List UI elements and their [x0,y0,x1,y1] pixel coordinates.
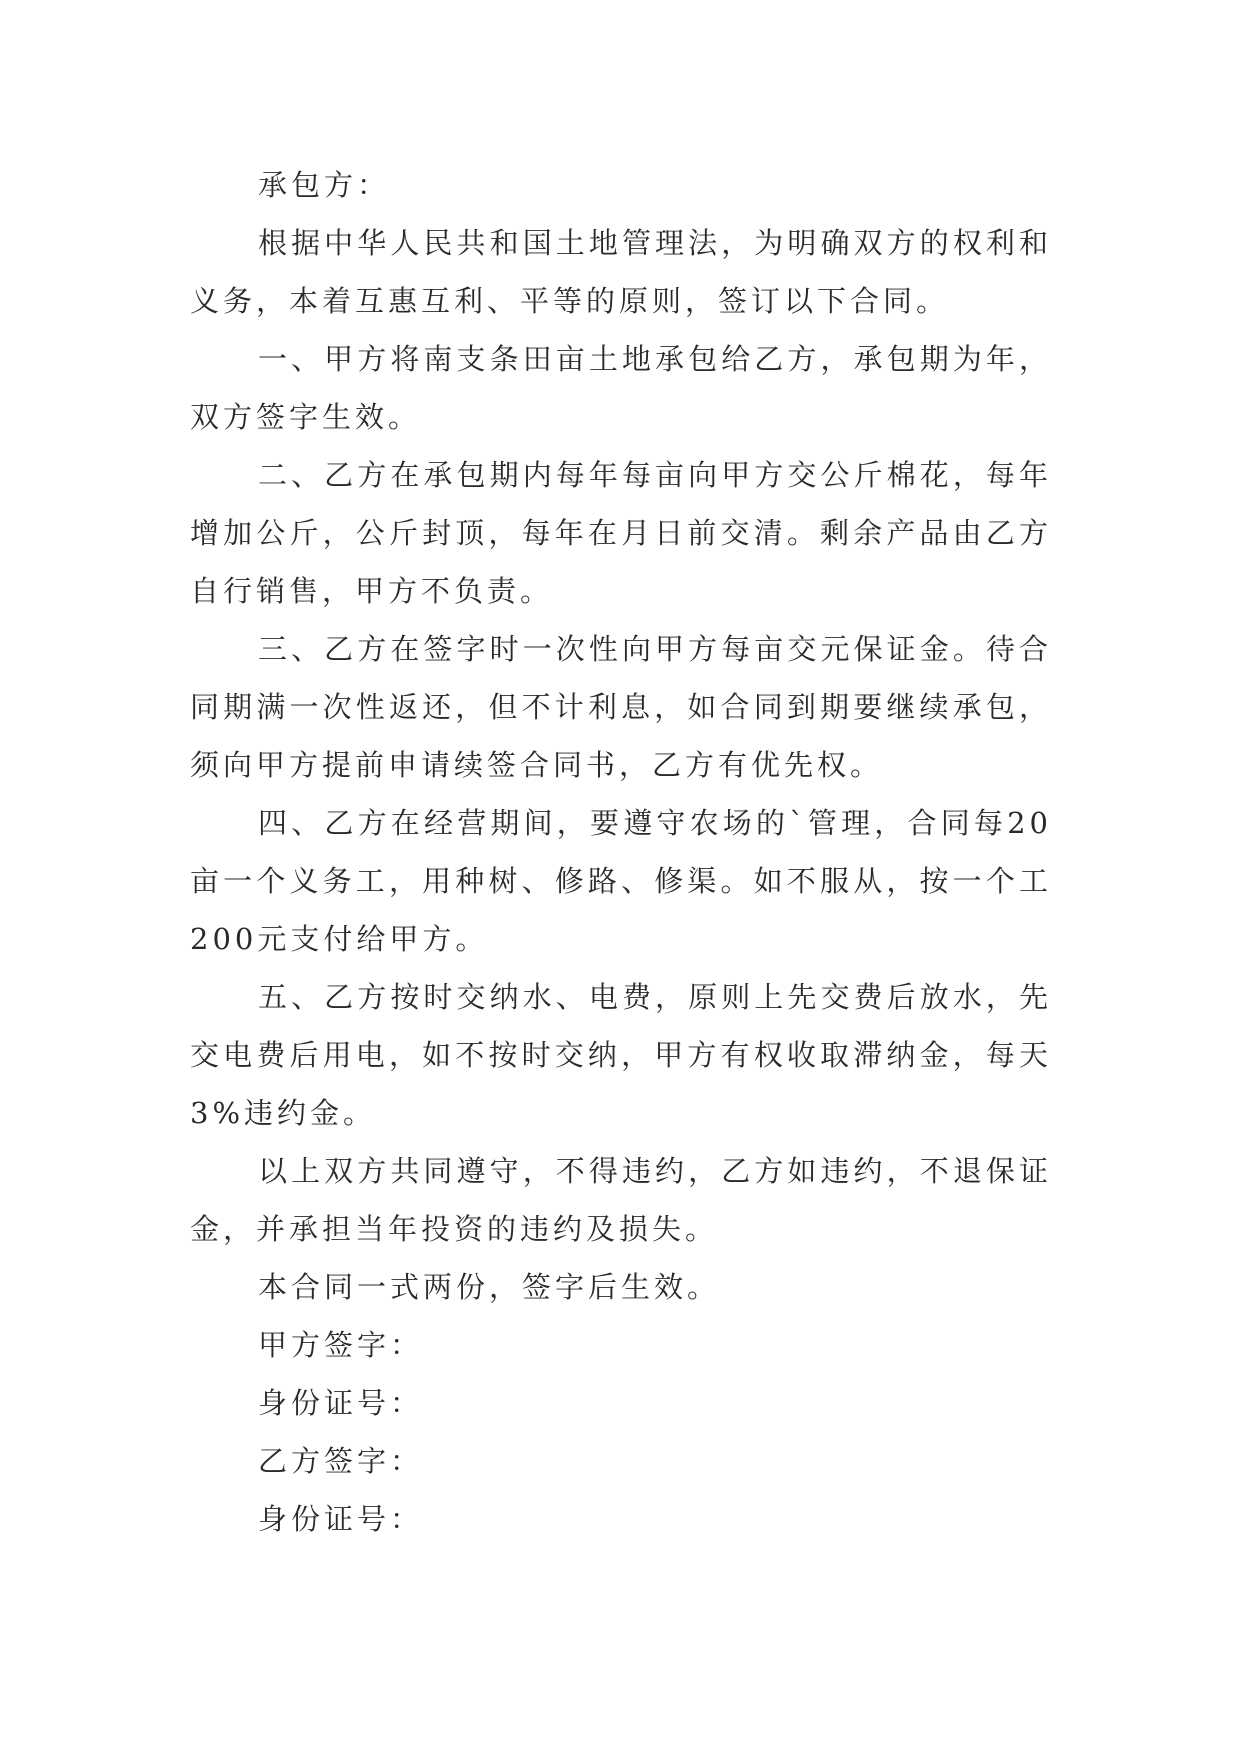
preamble-paragraph: 根据中华人民共和国土地管理法，为明确双方的权利和义务，本着互惠互利、平等的原则，签订以下合同。 [190,226,1052,318]
party-b-id-label: 身份证号： [258,1502,424,1536]
clause-2-paragraph: 二、乙方在承包期内每年每亩向甲方交公斤棉花，每年增加公斤，公斤封顶，每年在月日前交清。剩余产品由乙方自行销售，甲方不负责。 [190,458,1052,608]
clause-3-paragraph: 三、乙方在签字时一次性向甲方每亩交元保证金。待合同期满一次性返还，但不计利息，如合同到期要继续承包，须向甲方提前申请续签合同书，乙方有优先权。 [190,632,1052,782]
clause-5-paragraph: 五、乙方按时交纳水、电费，原则上先交费后放水，先交电费后用电，如不按时交纳，甲方有权收取滞纳金，每天3%违约金。 [190,980,1052,1130]
copies-paragraph: 本合同一式两份，签字后生效。 [258,1270,721,1304]
clause-1-paragraph: 一、甲方将南支条田亩土地承包给乙方，承包期为年，双方签字生效。 [190,342,1052,434]
party-b-signature-label: 乙方签字： [258,1444,424,1478]
compliance-paragraph: 以上双方共同遵守，不得违约，乙方如违约，不退保证金，并承担当年投资的违约及损失。 [190,1154,1052,1246]
contract-body [190,156,1052,1548]
party-a-signature-label: 甲方签字： [258,1328,424,1362]
clause-4-paragraph: 四、乙方在经营期间，要遵守农场的`管理，合同每20亩一个义务工，用种树、修路、修渠。如不服从，按一个工200元支付给甲方。 [190,806,1052,956]
contractor-label: 承包方： [258,168,391,202]
party-a-id-label: 身份证号： [258,1386,424,1420]
